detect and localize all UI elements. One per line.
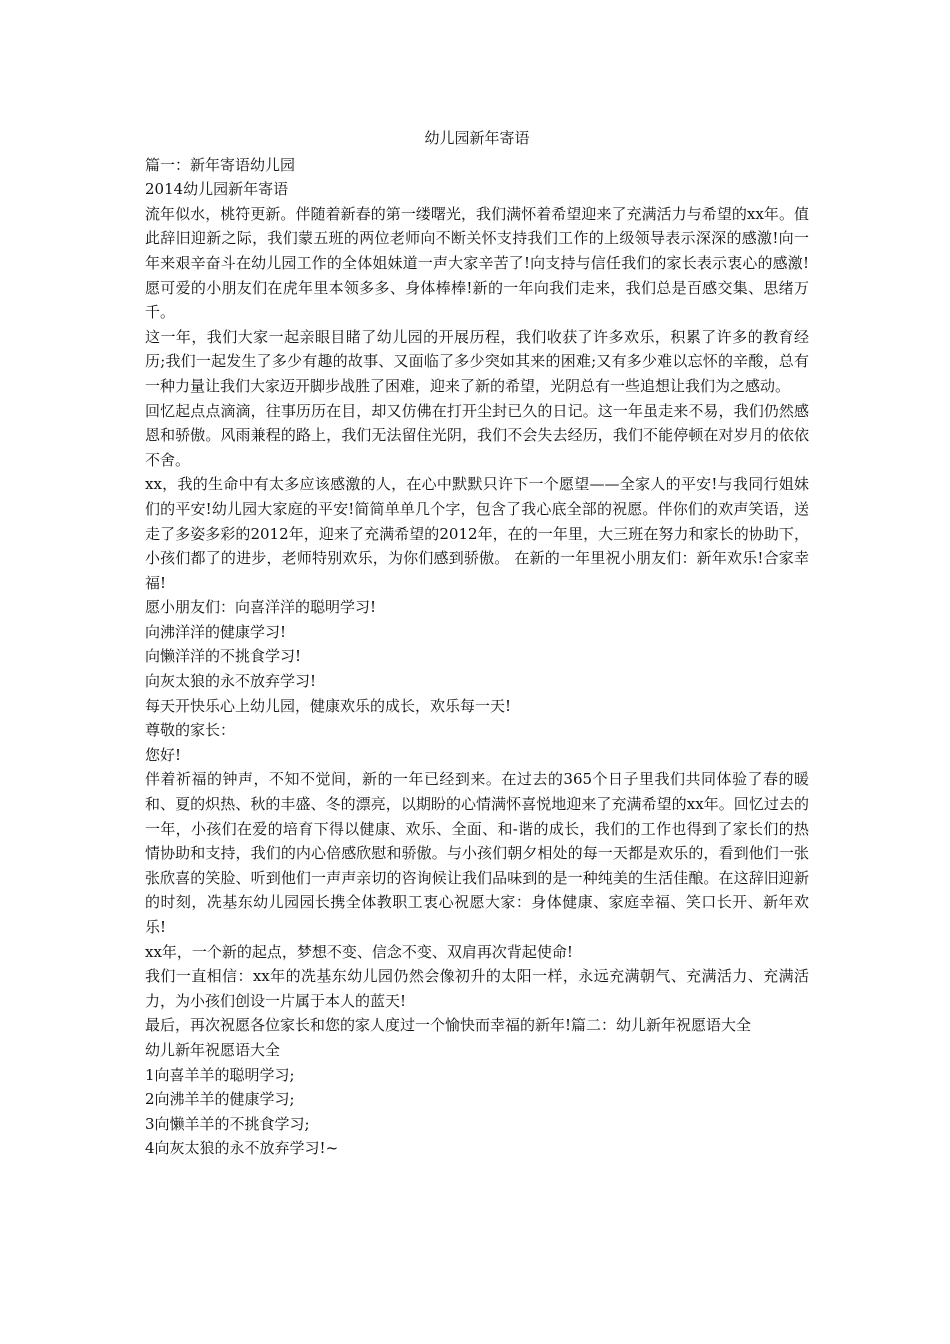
document-title: 幼儿园新年寄语: [424, 129, 530, 147]
paragraph: 这一年，我们大家一起亲眼目睹了幼儿园的开展历程，我们收获了许多欢乐，积累了许多的教育经历;我们一起发生了多少有趣的故事、又面临了多少突如其来的困难;又有多少难以忘怀的辛酸，总有一种力量让我们大家迈开脚步战胜了困难，迎来了新的希望，光阴总有一些追想让我们为之感动。: [145, 327, 809, 395]
paragraph: 3向懒羊羊的不挑食学习;: [145, 1114, 310, 1133]
paragraph: 您好!: [145, 745, 182, 764]
paragraph: 2014幼儿园新年寄语: [145, 180, 289, 199]
document-page: [145, 126, 809, 1161]
paragraph: 向沸洋洋的健康学习!: [145, 622, 287, 641]
paragraph: 篇一：新年寄语幼儿园: [145, 155, 296, 174]
paragraph: 幼儿新年祝愿语大全: [145, 1040, 281, 1059]
paragraph: 每天开快乐心上幼儿园，健康欢乐的成长，欢乐每一天!: [145, 696, 512, 715]
paragraph: xx年，一个新的起点，梦想不变、信念不变、双肩再次背起使命!: [145, 942, 573, 961]
paragraph: 向灰太狼的永不放弃学习!: [145, 672, 317, 691]
paragraph: 2向沸羊羊的健康学习;: [145, 1090, 295, 1109]
paragraph: 回忆起点点滴滴，往事历历在目，却又仿佛在打开尘封已久的日记。这一年虽走来不易，我们仍然感恩和骄傲。风雨兼程的路上，我们无法留住光阴，我们不会失去经历，我们不能停顿在对岁月的依依不舍。: [145, 401, 809, 469]
paragraph: 最后，再次祝愿各位家长和您的家人度过一个愉快而幸福的新年!篇二：幼儿新年祝愿语大全: [145, 1016, 752, 1035]
paragraph: 愿小朋友们：向喜洋洋的聪明学习!: [145, 598, 377, 617]
paragraph: 1向喜羊羊的聪明学习;: [145, 1065, 295, 1084]
paragraph: xx，我的生命中有太多应该感激的人，在心中默默只许下一个愿望——全家人的平安!与我同行姐妹们的平安!幼儿园大家庭的平安!简简单单几个字，包含了我心底全部的祝愿。伴你们的欢声笑语，送走了多姿多彩的2012年，迎来了充满希望的2012年，在的一年里，大三班在努力和家长的协助下，小孩们都了的进步，老师特别欢乐，为你们感到骄傲。 在新的一年里祝小朋友们：新年欢乐!合家幸福!: [145, 475, 809, 592]
paragraph: 尊敬的家长：: [145, 721, 236, 740]
paragraph: 4向灰太狼的永不放弃学习!~: [145, 1139, 339, 1158]
paragraph: 我们一直相信：xx年的冼基东幼儿园仍然会像初升的太阳一样，永远充满朝气、充满活力、充满活力，为小孩们创设一片属于本人的蓝天!: [145, 967, 809, 1010]
paragraph: 流年似水，桃符更新。伴随着新春的第一缕曙光，我们满怀着希望迎来了充满活力与希望的xx年。值此辞旧迎新之际，我们蒙五班的两位老师向不断关怀支持我们工作的上级领导表示深深的感激!向一年来艰辛奋斗在幼儿园工作的全体姐妹道一声大家辛苦了!向支持与信任我们的家长表示衷心的感激!愿可爱的小朋友们在虎年里本领多多、身体棒棒!新的一年向我们走来，我们总是百感交集、思绪万千。: [145, 204, 809, 322]
paragraph: 向懒洋洋的不挑食学习!: [145, 647, 302, 666]
paragraph: 伴着祈福的钟声，不知不觉间，新的一年已经到来。在过去的365个日子里我们共同体验了春的暖和、夏的炽热、秋的丰盛、冬的漂亮，以期盼的心情满怀喜悦地迎来了充满希望的xx年。回忆过去的一年，小孩们在爱的培育下得以健康、欢乐、全面、和-谐的成长，我们的工作也得到了家长们的热情协助和支持，我们的内心倍感欣慰和骄傲。与小孩们朝夕相处的每一天都是欢乐的，看到他们一张张欣喜的笑脸、听到他们一声声亲切的咨询候让我们品味到的是一种纯美的生活佳酿。在这辞旧迎新的时刻，冼基东幼儿园园长携全体教职工衷心祝愿大家：身体健康、家庭幸福、笑口长开、新年欢乐!: [145, 770, 809, 936]
